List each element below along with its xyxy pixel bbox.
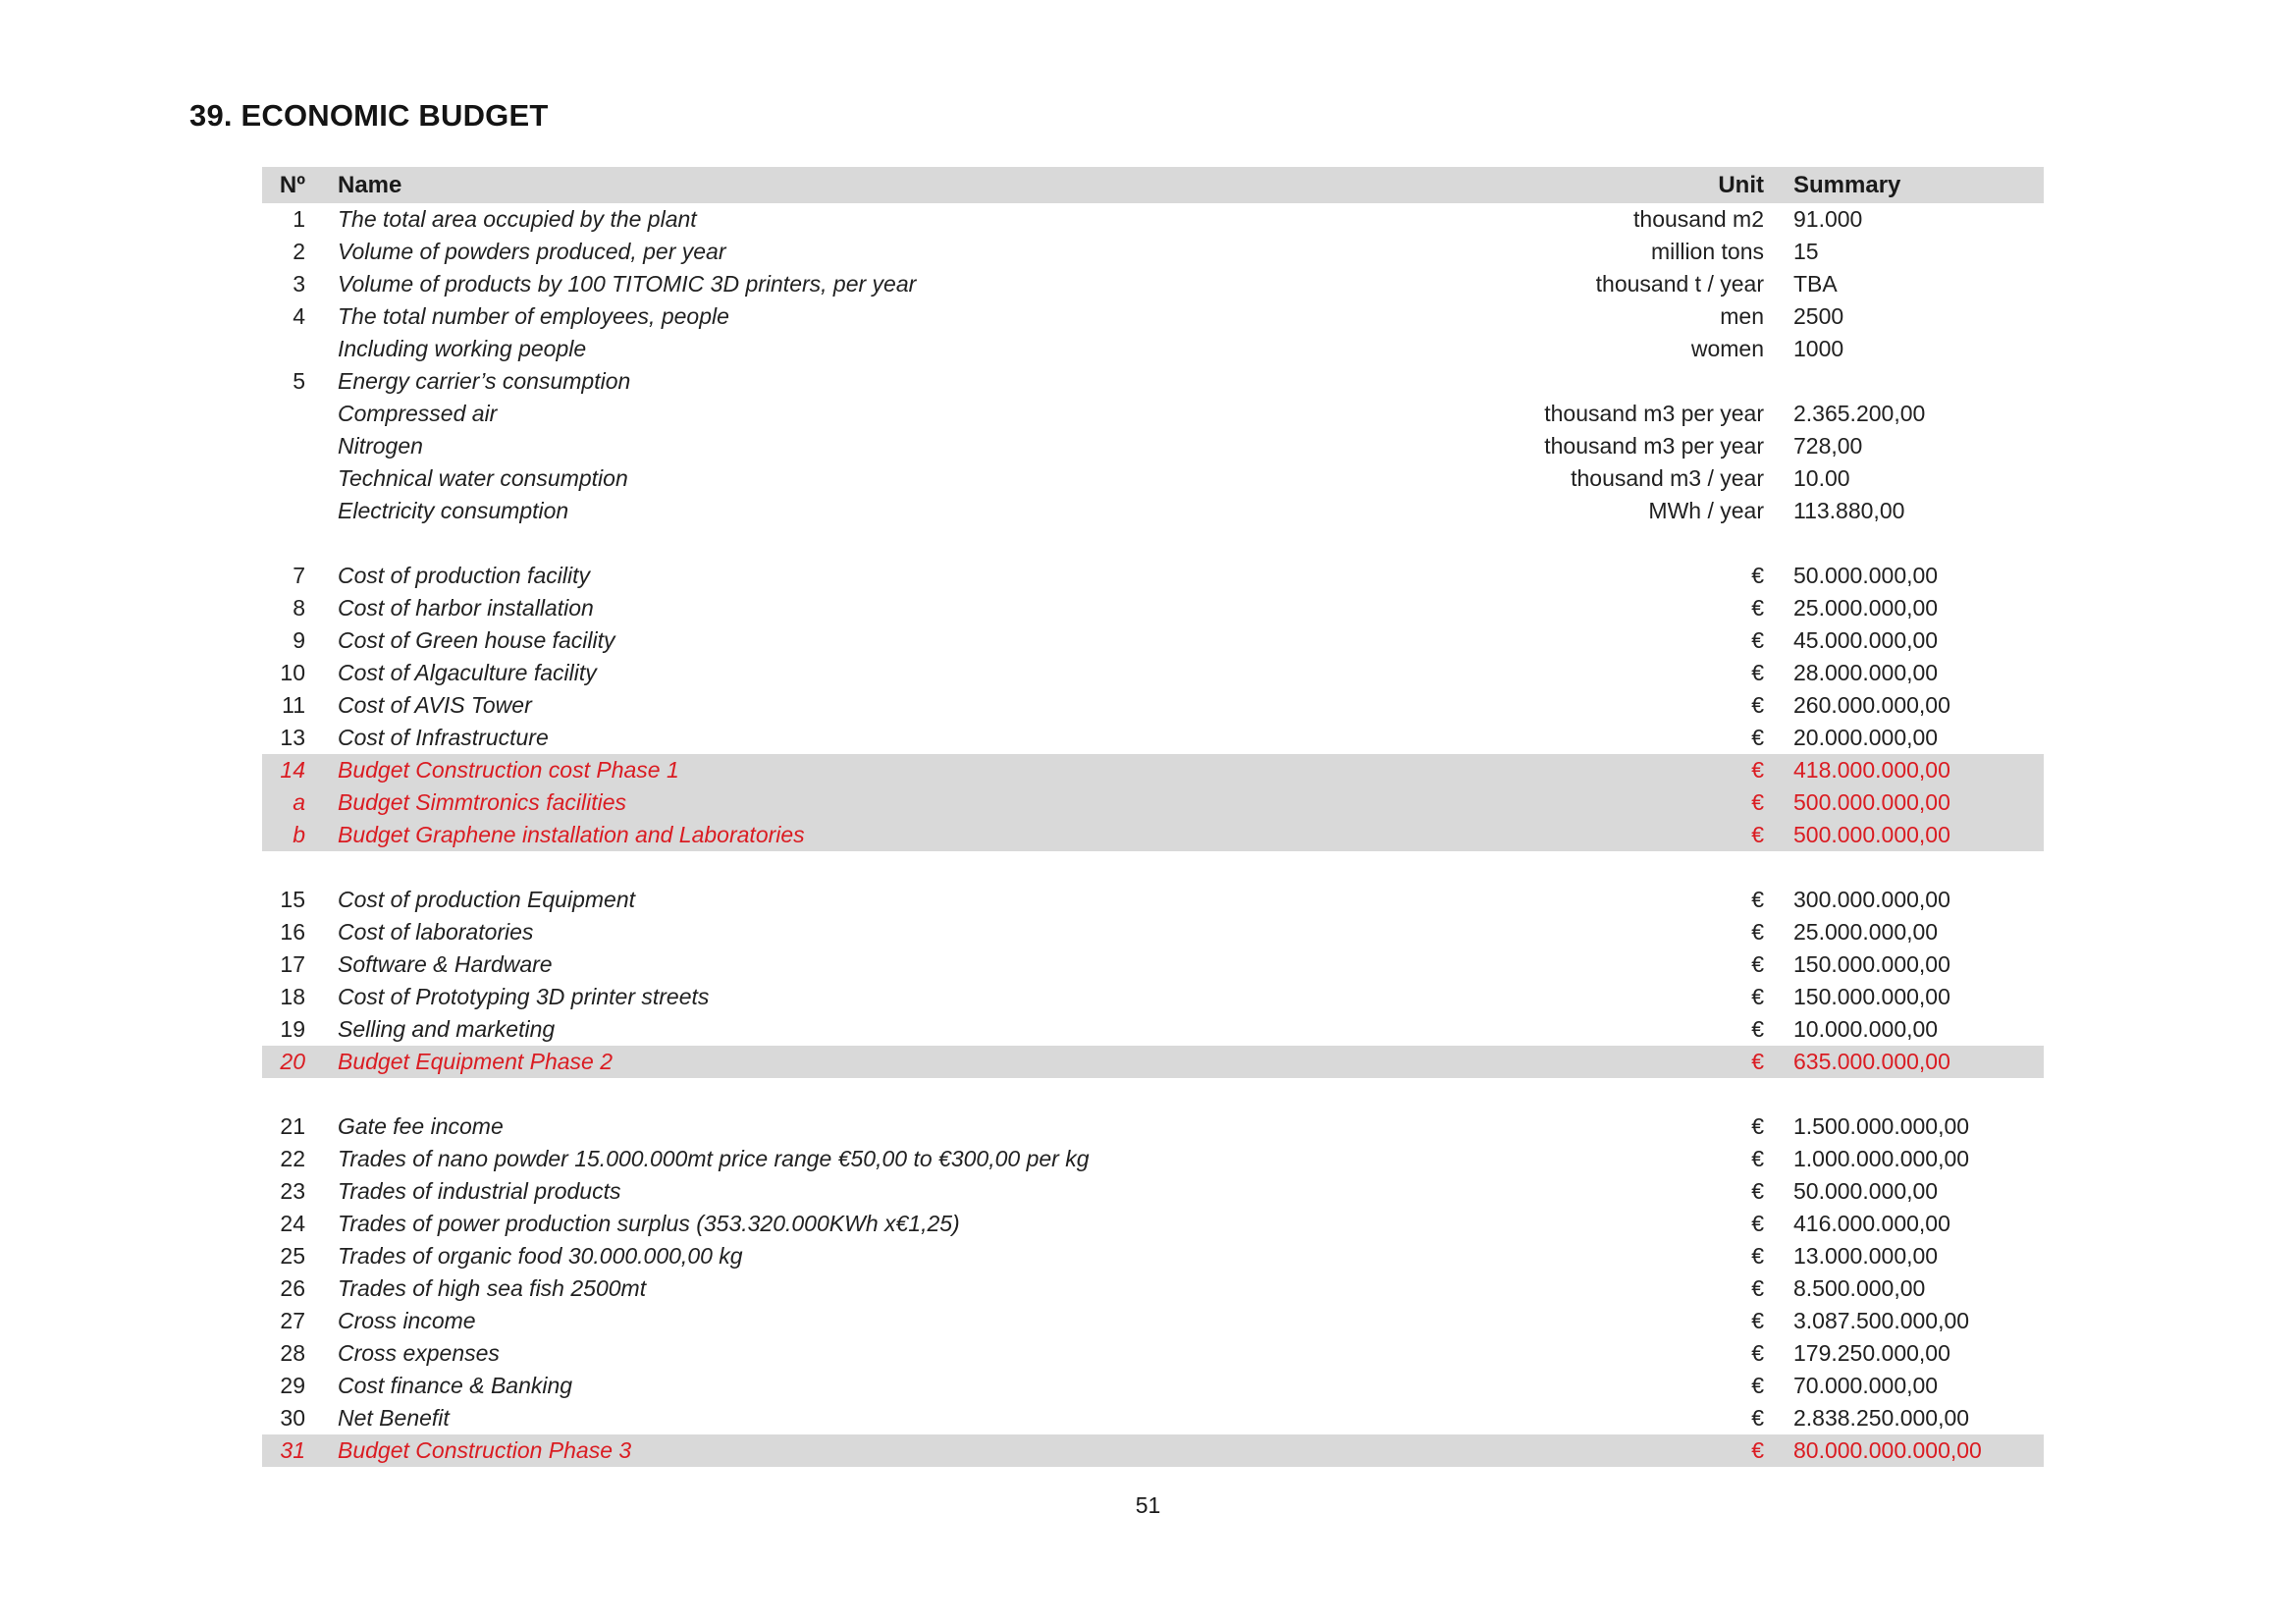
- table-row: [262, 981, 2044, 1013]
- table-row: [262, 462, 2044, 495]
- row-summary: 10.00: [1793, 465, 1850, 491]
- row-num: 9: [293, 627, 305, 653]
- row-summary: 150.000.000,00: [1793, 984, 1950, 1009]
- row-unit: €: [1751, 1243, 1764, 1269]
- row-summary: 2500: [1793, 303, 1844, 329]
- header-name: Name: [338, 171, 402, 198]
- row-unit: thousand m3 / year: [1571, 465, 1764, 491]
- row-num: 25: [280, 1243, 305, 1269]
- row-name: Cost of harbor installation: [338, 595, 594, 621]
- row-unit: €: [1751, 1373, 1764, 1398]
- table-row: [262, 754, 2044, 786]
- table-row: [262, 1110, 2044, 1143]
- row-name: Trades of organic food 30.000.000,00 kg: [338, 1243, 743, 1269]
- row-num: 3: [293, 271, 305, 297]
- row-name: Budget Construction cost Phase 1: [338, 757, 679, 783]
- table-row: [262, 203, 2044, 236]
- row-unit: €: [1751, 1016, 1764, 1042]
- row-name: Trades of power production surplus (353.320.000KWh x€1,25): [338, 1211, 960, 1236]
- table-row: [262, 495, 2044, 527]
- row-summary: 13.000.000,00: [1793, 1243, 1939, 1269]
- row-name: The total number of employees, people: [338, 303, 729, 329]
- row-unit: women: [1690, 336, 1764, 361]
- row-name: Cost of Algaculture facility: [338, 660, 597, 685]
- row-summary: 150.000.000,00: [1793, 951, 1950, 977]
- row-num: 24: [280, 1211, 305, 1236]
- row-summary: 20.000.000,00: [1793, 725, 1939, 750]
- row-name: Volume of products by 100 TITOMIC 3D printers, per year: [338, 271, 917, 297]
- row-unit: €: [1751, 951, 1764, 977]
- row-num: 8: [293, 595, 305, 621]
- table-row: [262, 560, 2044, 592]
- row-num: 30: [280, 1405, 305, 1431]
- row-summary: 300.000.000,00: [1793, 887, 1950, 912]
- row-summary: 10.000.000,00: [1793, 1016, 1939, 1042]
- table-row: [262, 884, 2044, 916]
- row-name: Cost of Infrastructure: [338, 725, 549, 750]
- row-name: Technical water consumption: [338, 465, 628, 491]
- row-unit: €: [1751, 789, 1764, 815]
- row-name: Net Benefit: [338, 1405, 450, 1431]
- table-row: [262, 1305, 2044, 1337]
- row-summary: 179.250.000,00: [1793, 1340, 1950, 1366]
- row-name: Cost of production Equipment: [338, 887, 636, 912]
- table-row: [262, 819, 2044, 851]
- row-summary: 3.087.500.000,00: [1793, 1308, 1970, 1333]
- row-name: Volume of powders produced, per year: [338, 239, 726, 264]
- table-body: [262, 203, 2044, 1467]
- table-row: [262, 1013, 2044, 1046]
- row-name: Gate fee income: [338, 1113, 504, 1139]
- row-unit: €: [1751, 919, 1764, 945]
- row-name: Electricity consumption: [338, 498, 569, 523]
- row-summary: 15: [1793, 239, 1819, 264]
- table-row: [262, 1240, 2044, 1272]
- row-summary: 8.500.000,00: [1793, 1275, 1926, 1301]
- table-row: [262, 1078, 2044, 1110]
- row-summary: 1.000.000.000,00: [1793, 1146, 1970, 1171]
- table-row: [262, 1434, 2044, 1467]
- row-unit: €: [1751, 1049, 1764, 1074]
- table-row: [262, 1175, 2044, 1208]
- row-unit: €: [1751, 1437, 1764, 1463]
- table-row: [262, 592, 2044, 624]
- row-name: Cross income: [338, 1308, 476, 1333]
- table-row: [262, 948, 2044, 981]
- row-unit: thousand t / year: [1595, 271, 1764, 297]
- row-num: 16: [280, 919, 305, 945]
- row-unit: €: [1751, 1113, 1764, 1139]
- row-summary: 416.000.000,00: [1793, 1211, 1950, 1236]
- row-unit: €: [1751, 1178, 1764, 1204]
- row-summary: 1000: [1793, 336, 1844, 361]
- table-row: [262, 657, 2044, 689]
- row-unit: men: [1720, 303, 1764, 329]
- row-summary: 25.000.000,00: [1793, 595, 1939, 621]
- row-unit: €: [1751, 627, 1764, 653]
- row-summary: 50.000.000,00: [1793, 1178, 1939, 1204]
- table-row: [262, 1402, 2044, 1434]
- table-row: [262, 1272, 2044, 1305]
- row-name: Cross expenses: [338, 1340, 500, 1366]
- table-row: [262, 916, 2044, 948]
- row-name: Software & Hardware: [338, 951, 553, 977]
- row-num: 7: [293, 563, 305, 588]
- row-name: Energy carrier’s consumption: [338, 368, 631, 394]
- row-num: a: [293, 789, 305, 815]
- table-row: [262, 1370, 2044, 1402]
- row-name: Nitrogen: [338, 433, 423, 459]
- row-num: 22: [280, 1146, 305, 1171]
- table-row: [262, 398, 2044, 430]
- page-title: 39. ECONOMIC BUDGET: [189, 98, 549, 133]
- row-name: Cost of Green house facility: [338, 627, 615, 653]
- row-num: 20: [280, 1049, 305, 1074]
- table-row: [262, 624, 2044, 657]
- row-name: Cost of production facility: [338, 563, 590, 588]
- row-summary: 1.500.000.000,00: [1793, 1113, 1970, 1139]
- row-unit: thousand m3 per year: [1544, 433, 1764, 459]
- row-unit: €: [1751, 887, 1764, 912]
- row-summary: TBA: [1793, 271, 1838, 297]
- row-num: 21: [280, 1113, 305, 1139]
- row-unit: €: [1751, 822, 1764, 847]
- row-unit: €: [1751, 595, 1764, 621]
- row-unit: thousand m2: [1633, 206, 1764, 232]
- row-name: Budget Graphene installation and Laboratories: [338, 822, 805, 847]
- row-num: 1: [293, 206, 305, 232]
- row-name: Trades of high sea fish 2500mt: [338, 1275, 647, 1301]
- table-row: [262, 1337, 2044, 1370]
- header-unit: Unit: [1718, 171, 1764, 198]
- row-unit: €: [1751, 1146, 1764, 1171]
- row-name: Trades of nano powder 15.000.000mt price range €50,00 to €300,00 per kg: [338, 1146, 1090, 1171]
- row-num: 19: [280, 1016, 305, 1042]
- row-num: 5: [293, 368, 305, 394]
- row-name: Cost of Prototyping 3D printer streets: [338, 984, 710, 1009]
- row-name: Including working people: [338, 336, 587, 361]
- row-summary: 45.000.000,00: [1793, 627, 1939, 653]
- row-summary: 418.000.000,00: [1793, 757, 1950, 783]
- row-num: 27: [280, 1308, 305, 1333]
- row-unit: million tons: [1650, 239, 1764, 264]
- row-unit: €: [1751, 660, 1764, 685]
- row-name: Cost of AVIS Tower: [338, 692, 532, 718]
- row-name: The total area occupied by the plant: [338, 206, 697, 232]
- row-summary: 113.880,00: [1793, 498, 1905, 523]
- row-num: 15: [280, 887, 305, 912]
- row-unit: €: [1751, 692, 1764, 718]
- row-num: 11: [282, 692, 305, 718]
- header-num: Nº: [279, 171, 305, 198]
- row-unit: €: [1751, 984, 1764, 1009]
- row-summary: 500.000.000,00: [1793, 822, 1950, 847]
- row-unit: €: [1751, 1211, 1764, 1236]
- row-num: 18: [280, 984, 305, 1009]
- budget-table: [262, 167, 2044, 1467]
- row-unit: €: [1751, 563, 1764, 588]
- row-unit: MWh / year: [1648, 498, 1764, 523]
- row-summary: 728,00: [1793, 433, 1863, 459]
- row-summary: 635.000.000,00: [1793, 1049, 1950, 1074]
- table-row: [262, 268, 2044, 300]
- row-name: Cost finance & Banking: [338, 1373, 573, 1398]
- row-summary: 70.000.000,00: [1793, 1373, 1939, 1398]
- row-summary: 2.365.200,00: [1793, 401, 1926, 426]
- table-header-row: [262, 167, 2044, 203]
- table-row: [262, 786, 2044, 819]
- row-summary: 50.000.000,00: [1793, 563, 1939, 588]
- row-num: 31: [280, 1437, 305, 1463]
- row-name: Budget Equipment Phase 2: [338, 1049, 614, 1074]
- table-row: [262, 722, 2044, 754]
- row-name: Cost of laboratories: [338, 919, 534, 945]
- table-row: [262, 1208, 2044, 1240]
- row-num: 13: [280, 725, 305, 750]
- row-name: Compressed air: [338, 401, 498, 426]
- row-num: 26: [280, 1275, 305, 1301]
- row-num: 23: [280, 1178, 305, 1204]
- row-summary: 25.000.000,00: [1793, 919, 1939, 945]
- row-unit: €: [1751, 725, 1764, 750]
- table-row: [262, 236, 2044, 268]
- table-row: [262, 1143, 2044, 1175]
- table-row: [262, 689, 2044, 722]
- row-num: 2: [293, 239, 305, 264]
- table-row: [262, 527, 2044, 560]
- page-number: 51: [1135, 1492, 1161, 1518]
- row-summary: 2.838.250.000,00: [1793, 1405, 1970, 1431]
- row-unit: €: [1751, 1405, 1764, 1431]
- row-unit: €: [1751, 1308, 1764, 1333]
- row-num: 4: [293, 303, 305, 329]
- table-row: [262, 300, 2044, 333]
- row-unit: €: [1751, 1275, 1764, 1301]
- row-num: 29: [280, 1373, 305, 1398]
- table-row: [262, 1046, 2044, 1078]
- table-row: [262, 851, 2044, 884]
- table-row: [262, 333, 2044, 365]
- row-name: Selling and marketing: [338, 1016, 556, 1042]
- row-name: Budget Simmtronics facilities: [338, 789, 626, 815]
- table-row: [262, 430, 2044, 462]
- header-summary: Summary: [1793, 171, 1901, 198]
- row-name: Trades of industrial products: [338, 1178, 621, 1204]
- row-summary: 91.000: [1793, 206, 1863, 232]
- row-unit: thousand m3 per year: [1544, 401, 1764, 426]
- row-num: 10: [280, 660, 305, 685]
- row-unit: €: [1751, 757, 1764, 783]
- row-num: 28: [280, 1340, 305, 1366]
- row-summary: 80.000.000.000,00: [1793, 1437, 1982, 1463]
- row-unit: €: [1751, 1340, 1764, 1366]
- row-num: 14: [280, 757, 305, 783]
- row-summary: 260.000.000,00: [1793, 692, 1950, 718]
- row-summary: 500.000.000,00: [1793, 789, 1950, 815]
- row-num: 17: [280, 951, 305, 977]
- row-name: Budget Construction Phase 3: [338, 1437, 632, 1463]
- row-summary: 28.000.000,00: [1793, 660, 1939, 685]
- table-row: [262, 365, 2044, 398]
- row-num: b: [293, 822, 305, 847]
